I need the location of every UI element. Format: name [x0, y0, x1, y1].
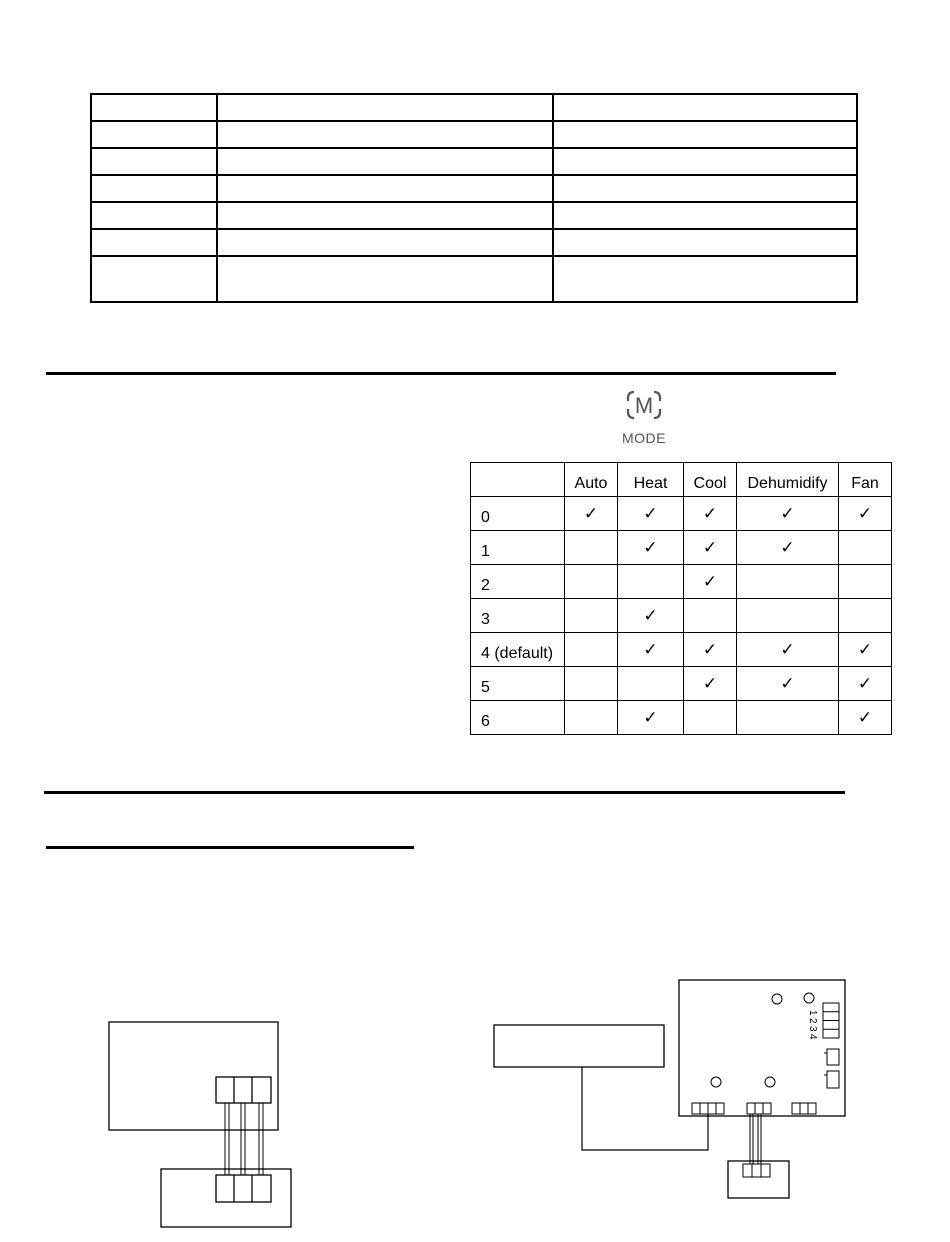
header-auto: Auto: [565, 463, 618, 497]
left-wiring-diagram: [100, 1015, 300, 1235]
dip-switch: [823, 1003, 839, 1038]
mode-cell: [684, 565, 737, 599]
mode-cell: [839, 565, 892, 599]
mode-cell: [839, 599, 892, 633]
mode-cell: [737, 701, 839, 735]
mode-cell: [737, 599, 839, 633]
mode-icon-glyph: M: [634, 393, 654, 418]
mode-icon: [624, 388, 664, 422]
checkmark-icon: ✓: [643, 639, 658, 659]
mode-cell: [684, 599, 737, 633]
right-pcb-board: [679, 980, 845, 1116]
mode-cell: [618, 497, 684, 531]
mode-table-row: [471, 565, 892, 599]
mode-cell: [618, 633, 684, 667]
dip-number-4: 4: [807, 1034, 818, 1040]
mode-cell: [618, 701, 684, 735]
section-rule-1: [46, 372, 836, 375]
mode-cell: [737, 667, 839, 701]
checkmark-icon: ✓: [702, 537, 718, 557]
checkmark-icon: ✓: [857, 639, 873, 659]
mode-cell: [565, 497, 618, 531]
header-cool: Cool: [684, 463, 737, 497]
right-lower-connector-box: [728, 1161, 789, 1198]
left-upper-unit-box: [109, 1022, 278, 1130]
mode-cell: [684, 667, 737, 701]
checkmark-icon: ✓: [702, 673, 718, 693]
section-rule-2: [44, 791, 845, 794]
mode-cell: [618, 599, 684, 633]
mode-table-row: [471, 701, 892, 735]
pcb-terminal-middle: [747, 1103, 771, 1114]
checkmark-icon: ✓: [857, 673, 873, 693]
header-fan: Fan: [839, 463, 892, 497]
mode-table-row: [471, 599, 892, 633]
mode-cell: [839, 667, 892, 701]
checkmark-icon: ✓: [702, 639, 718, 659]
right-controller-box: [494, 1025, 664, 1067]
header-dehumidify: Dehumidify: [737, 463, 839, 497]
checkmark-icon: ✓: [780, 537, 795, 557]
checkmark-icon: ✓: [643, 605, 658, 625]
mode-cell: [684, 633, 737, 667]
mode-cell: [565, 565, 618, 599]
mode-cell: [839, 633, 892, 667]
mode-cell: [737, 497, 839, 531]
checkmark-icon: ✓: [780, 673, 795, 693]
checkmark-icon: ✓: [643, 503, 658, 523]
header-blank: [471, 463, 565, 497]
checkmark-icon: ✓: [780, 503, 795, 523]
checkmark-icon: ✓: [643, 707, 658, 727]
mode-cell: [565, 701, 618, 735]
mode-table-row: [471, 667, 892, 701]
mode-cell: [565, 633, 618, 667]
mode-row-label: 0: [471, 497, 565, 531]
mode-cell: [839, 701, 892, 735]
mode-cell: [618, 531, 684, 565]
section-rule-3: [46, 846, 414, 849]
mode-row-label: 2: [471, 565, 565, 599]
mode-cell: [737, 565, 839, 599]
mode-row-label: 4 (default): [471, 633, 565, 667]
mode-table-row: [471, 633, 892, 667]
mode-table-row: [471, 497, 892, 531]
mode-cell: [684, 497, 737, 531]
checkmark-icon: ✓: [702, 503, 718, 523]
mode-table-row: [471, 531, 892, 565]
checkmark-icon: ✓: [583, 503, 599, 523]
mode-cell: [565, 531, 618, 565]
top-blank-table: [90, 93, 858, 303]
left-upper-terminal-block: [216, 1077, 271, 1103]
mode-cell: [839, 497, 892, 531]
pcb-terminal-left: [692, 1103, 724, 1114]
dip-number-3: 3: [807, 1026, 818, 1032]
mode-cell: [618, 667, 684, 701]
checkmark-icon: ✓: [702, 571, 718, 591]
mode-cell: [618, 565, 684, 599]
mode-row-label: 6: [471, 701, 565, 735]
mode-cell: [737, 633, 839, 667]
mode-table-header-row: [471, 463, 892, 497]
mode-cell: [839, 531, 892, 565]
controller-wire: [582, 1067, 708, 1150]
mode-cell: [737, 531, 839, 565]
mode-cell: [684, 701, 737, 735]
dip-number-1: 1: [807, 1010, 818, 1016]
mode-cell: [684, 531, 737, 565]
dip-number-2: 2: [807, 1018, 818, 1024]
mode-row-label: 3: [471, 599, 565, 633]
checkmark-icon: ✓: [857, 707, 873, 727]
mode-label: MODE: [622, 430, 666, 446]
right-wiring-diagram: [490, 975, 860, 1205]
left-lower-terminal-block: [216, 1175, 271, 1202]
mode-table: [470, 462, 892, 735]
mode-cell: [565, 667, 618, 701]
pcb-terminal-right: [792, 1103, 816, 1114]
header-heat: Heat: [618, 463, 684, 497]
checkmark-icon: ✓: [643, 537, 658, 557]
checkmark-icon: ✓: [857, 503, 873, 523]
mode-row-label: 1: [471, 531, 565, 565]
mode-row-label: 5: [471, 667, 565, 701]
checkmark-icon: ✓: [780, 639, 795, 659]
mode-cell: [565, 599, 618, 633]
